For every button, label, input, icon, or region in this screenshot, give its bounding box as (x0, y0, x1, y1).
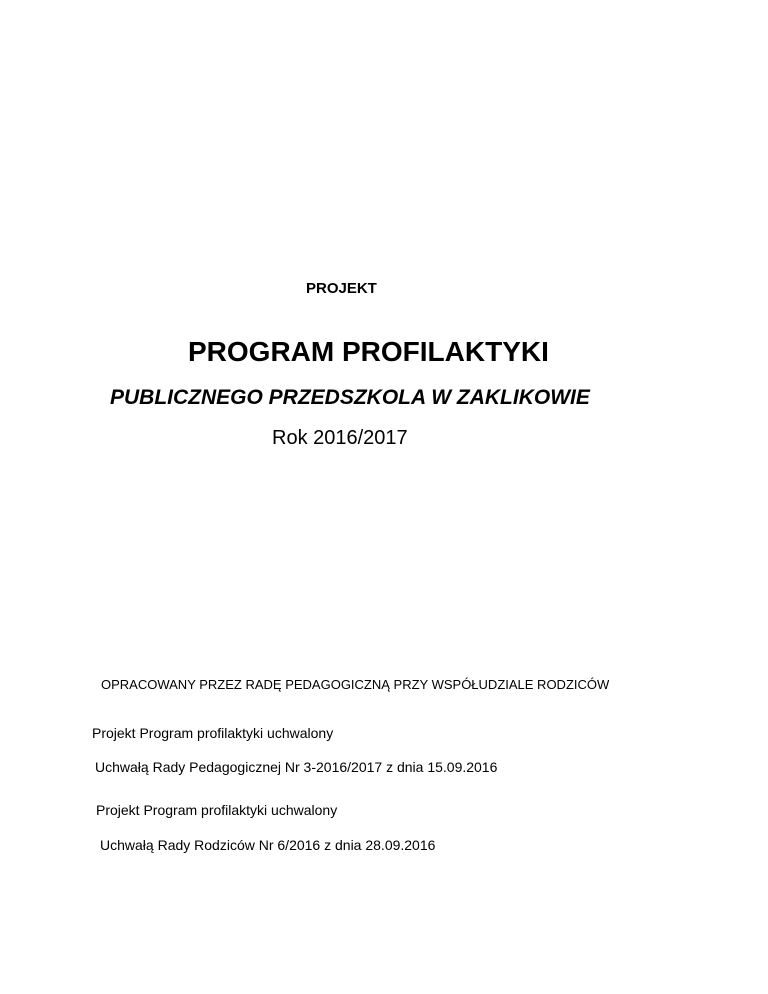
prepared-by-note: OPRACOWANY PRZEZ RADĘ PEDAGOGICZNĄ PRZY WSPÓŁUDZIALE RODZICÓW (101, 677, 610, 692)
approval-1-line-1: Projekt Program profilaktyki uchwalony (92, 725, 334, 741)
approval-2-line-1: Projekt Program profilaktyki uchwalony (96, 802, 338, 818)
approval-1-line-2: Uchwałą Rady Pedagogicznej Nr 3-2016/2017 z dnia 15.09.2016 (95, 759, 498, 775)
school-year: Rok 2016/2017 (272, 427, 408, 449)
document-title: PROGRAM PROFILAKTYKI (188, 336, 549, 367)
project-label: PROJEKT (306, 280, 377, 297)
document-subtitle: PUBLICZNEGO PRZEDSZKOLA W ZAKLIKOWIE (110, 386, 590, 409)
approval-2-line-2: Uchwałą Rady Rodziców Nr 6/2016 z dnia 28.09.2016 (100, 837, 436, 853)
